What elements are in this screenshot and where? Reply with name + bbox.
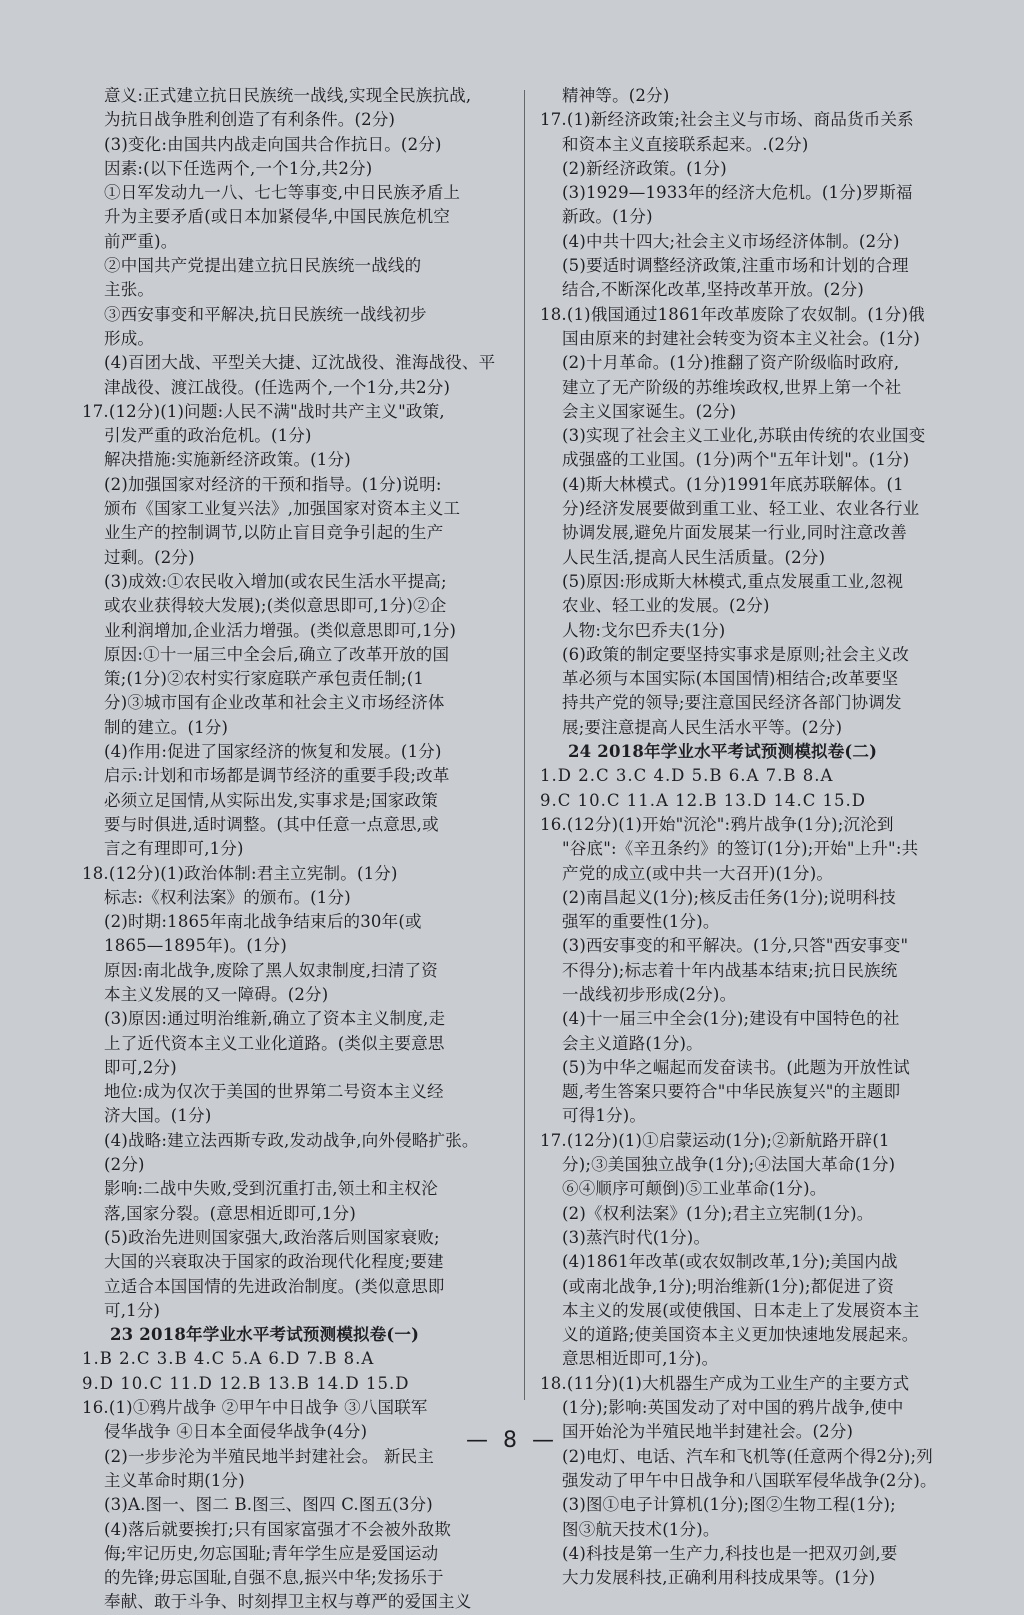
text-line: ②中国共产党提出建立抗日民族统一战线的	[104, 256, 422, 276]
text-line: 分)经济发展要做到重工业、轻工业、农业各行业	[562, 499, 920, 519]
right-column	[540, 84, 986, 1590]
text-line: ⑥④顺序可颠倒)⑤工业革命(1分)。	[562, 1179, 827, 1199]
text-line: 的先锋;毋忘国耻,自强不息,振兴中华;发扬乐于	[104, 1568, 444, 1588]
text-line: (2)十月革命。(1分)推翻了资产阶级临时政府,	[562, 353, 900, 373]
text-line: 不得分);标志着十年内战基本结束;抗日民族统	[562, 960, 898, 980]
text-line: 或农业获得较大发展);(类似意思即可,1分)②企	[104, 596, 447, 616]
text-line: (2分)	[104, 1155, 145, 1175]
text-line: 标志:《权利法案》的颁布。(1分)	[104, 887, 351, 907]
section-heading: 24 2018年学业水平考试预测模拟卷(二)	[568, 742, 878, 762]
text-line: (2)加强国家对经济的干预和指导。(1分)说明:	[104, 474, 442, 494]
text-line: 意义:正式建立抗日民族统一战线,实现全民族抗战,	[104, 86, 472, 105]
text-line: "谷底":《辛丑条约》的签订(1分);开始"上升":共	[562, 839, 919, 859]
text-line: 升为主要矛盾(或日本加紧侵华,中国民族危机空	[104, 207, 451, 227]
text-line: 17.(12分)(1)问题:人民不满"战时共产主义"政策,	[82, 401, 445, 421]
text-line: (4)落后就要挨打;只有国家富强才不会被外敌欺	[104, 1519, 452, 1539]
text-line: 主义革命时期(1分)	[104, 1470, 245, 1490]
text-line: 可,1分)	[104, 1300, 161, 1320]
text-line: 启示:计划和市场都是调节经济的重要手段;改革	[104, 766, 450, 786]
text-line: (5)要适时调整经济政策,注重市场和计划的合理	[562, 256, 909, 276]
text-line: (3)1929—1933年的经济大危机。(1分)罗斯福	[562, 183, 913, 203]
text-line: 和资本主义直接联系起来。.(2分)	[562, 134, 809, 154]
text-line: 津战役、渡江战役。(任选两个,一个1分,共2分)	[104, 377, 451, 397]
text-line: 为抗日战争胜利创造了有利条件。(2分)	[104, 110, 396, 130]
text-line: (3)A.图一、图二 B.图三、图四 C.图五(3分)	[104, 1495, 433, 1515]
answer-key-line: 1.D 2.C 3.C 4.D 5.B 6.A 7.B 8.A	[540, 766, 834, 786]
section-heading: 23 2018年学业水平考试预测模拟卷(一)	[110, 1325, 420, 1345]
text-line: 即可,2分)	[104, 1057, 177, 1077]
text-line: 引发严重的政治危机。(1分)	[104, 426, 312, 446]
text-line: (4)斯大林模式。(1分)1991年底苏联解体。(1	[562, 474, 904, 494]
text-line: 落,国家分裂。(意思相近即可,1分)	[104, 1203, 356, 1223]
text-line: 业利润增加,企业活力增强。(类似意思即可,1分)	[104, 620, 457, 640]
text-line: 言之有理即可,1分)	[104, 839, 244, 859]
text-line: 奉献、敢于斗争、时刻捍卫主权与尊严的爱国主义	[104, 1592, 472, 1612]
text-line: 持共产党的领导;要注意国民经济各部门协调发	[562, 693, 902, 713]
text-line: 16.(1)①鸦片战争 ②甲午中日战争 ③八国联军	[82, 1398, 428, 1418]
text-line: (4)作用:促进了国家经济的恢复和发展。(1分)	[104, 742, 442, 762]
text-line: (5)政治先进则国家强大,政治落后则国家衰败;	[104, 1227, 440, 1247]
text-line: 立适合本国国情的先进政治制度。(类似意思即	[104, 1276, 445, 1296]
left-column	[82, 84, 522, 1615]
text-line: (2)新经济政策。(1分)	[562, 158, 727, 178]
text-line: 新政。(1分)	[562, 207, 653, 227]
text-line: 大力发展科技,正确利用科技成果等。(1分)	[562, 1568, 876, 1588]
text-line: 分)③城市国有企业改革和社会主义市场经济体	[104, 693, 445, 713]
text-line: (2)一步步沦为半殖民地半封建社会。 新民主	[104, 1446, 435, 1466]
text-line: 17.(12分)(1)①启蒙运动(1分);②新航路开辟(1	[540, 1130, 890, 1150]
text-line: 题,考生答案只要符合"中华民族复兴"的主题即	[562, 1082, 901, 1102]
text-line: 过剩。(2分)	[104, 547, 195, 567]
text-line: 16.(12分)(1)开始"沉沦":鸦片战争(1分);沉沦到	[540, 814, 894, 834]
text-line: 颁布《国家工业复兴法》,加强国家对资本主义工	[104, 499, 461, 519]
text-line: 强发动了甲午中日战争和八国联军侵华战争(2分)。	[562, 1470, 937, 1490]
text-line: (5)原因:形成斯大林模式,重点发展重工业,忽视	[562, 571, 904, 591]
text-line: (4)百团大战、平型关大捷、辽沈战役、淮海战役、平	[104, 353, 496, 373]
text-line: 会主义道路(1分)。	[562, 1033, 703, 1053]
text-line: 侮;牢记历史,勿忘国耻;青年学生应是爱国运动	[104, 1543, 439, 1563]
text-line: 地位:成为仅次于美国的世界第二号资本主义经	[104, 1082, 444, 1102]
text-line: 国由原来的封建社会转变为资本主义社会。(1分)	[562, 328, 920, 348]
text-line: 义的道路;使美国资本主义更加快速地发展起来。	[562, 1325, 919, 1345]
answer-key-line: 1.B 2.C 3.B 4.C 5.A 6.D 7.B 8.A	[82, 1349, 375, 1369]
text-line: 解决措施:实施新经济政策。(1分)	[104, 450, 351, 470]
text-line: 精神等。(2分)	[562, 86, 670, 105]
text-line: 协调发展,避免片面发展某一行业,同时注意改善	[562, 523, 907, 543]
text-line: 产党的成立(或中共一大召开)(1分)。	[562, 863, 834, 883]
text-line: 18.(11分)(1)大机器生产成为工业生产的主要方式	[540, 1373, 910, 1393]
text-line: 18.(1)俄国通过1861年改革废除了农奴制。(1分)俄	[540, 304, 925, 324]
text-line: (4)中共十四大;社会主义市场经济体制。(2分)	[562, 231, 900, 251]
text-line: 革必须与本国实际(本国国情)相结合;改革要坚	[562, 669, 899, 689]
text-line: 大国的兴衰取决于国家的政治现代化程度;要建	[104, 1252, 444, 1272]
text-line: (2)《权利法案》(1分);君主立宪制(1分)。	[562, 1203, 874, 1223]
text-line: (3)图①电子计算机(1分);图②生物工程(1分);	[562, 1495, 896, 1515]
text-line: (2)时期:1865年南北战争结束后的30年(或	[104, 912, 422, 932]
text-line: 国开始沦为半殖民地半封建社会。(2分)	[562, 1422, 854, 1442]
text-line: 意思相近即可,1分)。	[562, 1349, 719, 1369]
text-line: (2)电灯、电话、汽车和飞机等(任意两个得2分);列	[562, 1446, 934, 1466]
text-line: 原因:①十一届三中全会后,确立了改革开放的国	[104, 644, 450, 664]
text-line: (3)西安事变的和平解决。(1分,只答"西安事变"	[562, 936, 909, 956]
text-line: 本主义的发展(或使俄国、日本走上了发展资本主	[562, 1300, 920, 1320]
text-line: 策;(1分)②农村实行家庭联产承包责任制;(1	[104, 669, 425, 689]
text-line: 原因:南北战争,废除了黑人奴隶制度,扫清了资	[104, 960, 438, 980]
text-line: 要与时俱进,适时调整。(其中任意一点意思,或	[104, 814, 439, 834]
text-line: (3)原因:通过明治维新,确立了资本主义制度,走	[104, 1009, 446, 1029]
text-line: (3)成效:①农民收入增加(或农民生活水平提高;	[104, 571, 447, 591]
text-line: 主张。	[104, 280, 155, 300]
text-line: 人物:戈尔巴乔夫(1分)	[562, 620, 726, 640]
text-line: ①日军发动九一八、七七等事变,中日民族矛盾上	[104, 183, 461, 203]
text-line: (4)战略:建立法西斯专政,发动战争,向外侵略扩张。	[104, 1130, 479, 1150]
text-line: (或南北战争,1分);明治维新(1分);都促进了资	[562, 1276, 895, 1296]
text-line: 业生产的控制调节,以防止盲目竞争引起的生产	[104, 523, 444, 543]
column-divider	[524, 90, 525, 1400]
text-line: ③西安事变和平解决,抗日民族统一战线初步	[104, 304, 427, 324]
text-line: 上了近代资本主义工业化道路。(类似主要意思	[104, 1033, 445, 1053]
text-line: 可得1分)。	[562, 1106, 647, 1126]
answer-key-line: 9.D 10.C 11.D 12.B 13.B 14.D 15.D	[82, 1373, 410, 1393]
text-line: (6)政策的制定要坚持实事求是原则;社会主义改	[562, 644, 910, 664]
text-line: 强军的重要性(1分)。	[562, 912, 720, 932]
text-line: 前严重)。	[104, 231, 178, 251]
text-line: 18.(12分)(1)政治体制:君主立宪制。(1分)	[82, 863, 398, 883]
text-line: 因素:(以下任选两个,一个1分,共2分)	[104, 158, 373, 178]
text-line: 必须立足国情,从实际出发,实事求是;国家政策	[104, 790, 438, 810]
text-line: (4)十一届三中全会(1分);建设有中国特色的社	[562, 1009, 900, 1029]
text-line: (1分);影响:英国发动了对中国的鸦片战争,使中	[562, 1398, 904, 1418]
text-line: (4)1861年改革(或农奴制改革,1分);美国内战	[562, 1252, 898, 1272]
text-line: 图③航天技术(1分)。	[562, 1519, 720, 1539]
page-number: — 8 —	[466, 1428, 558, 1453]
text-line: 17.(1)新经济政策;社会主义与市场、商品货币关系	[540, 110, 914, 130]
text-line: 侵华战争 ④日本全面侵华战争(4分)	[104, 1422, 368, 1442]
text-line: 一战线初步形成(2分)。	[562, 984, 737, 1004]
text-line: 展;要注意提高人民生活水平等。(2分)	[562, 717, 843, 737]
text-line: (3)蒸汽时代(1分)。	[562, 1227, 711, 1247]
text-line: 会主义国家诞生。(2分)	[562, 401, 737, 421]
text-line: (5)为中华之崛起而发奋读书。(此题为开放性试	[562, 1057, 910, 1077]
text-line: 农业、轻工业的发展。(2分)	[562, 596, 770, 616]
text-line: 分);③美国独立战争(1分);④法国大革命(1分)	[562, 1155, 896, 1175]
text-line: 结合,不断深化改革,坚持改革开放。(2分)	[562, 280, 865, 300]
text-line: (3)变化:由国共内战走向国共合作抗日。(2分)	[104, 134, 442, 154]
text-line: 1865—1895年)。(1分)	[104, 936, 287, 956]
text-line: 制的建立。(1分)	[104, 717, 229, 737]
text-line: (2)南昌起义(1分);核反击任务(1分);说明科技	[562, 887, 896, 907]
text-line: 本主义发展的又一障碍。(2分)	[104, 984, 329, 1004]
text-line: 形成。	[104, 328, 155, 348]
text-line: 济大国。(1分)	[104, 1106, 212, 1126]
text-line: 成强盛的工业国。(1分)两个"五年计划"。(1分)	[562, 450, 910, 470]
text-line: 影响:二战中失败,受到沉重打击,领土和主权沦	[104, 1179, 438, 1199]
text-line: 建立了无产阶级的苏维埃政权,世界上第一个社	[562, 377, 902, 397]
answer-key-line: 9.C 10.C 11.A 12.B 13.D 14.C 15.D	[540, 790, 867, 810]
text-line: (3)实现了社会主义工业化,苏联由传统的农业国变	[562, 426, 926, 446]
text-line: (4)科技是第一生产力,科技也是一把双刃剑,要	[562, 1543, 898, 1563]
text-line: 人民生活,提高人民生活质量。(2分)	[562, 547, 826, 567]
